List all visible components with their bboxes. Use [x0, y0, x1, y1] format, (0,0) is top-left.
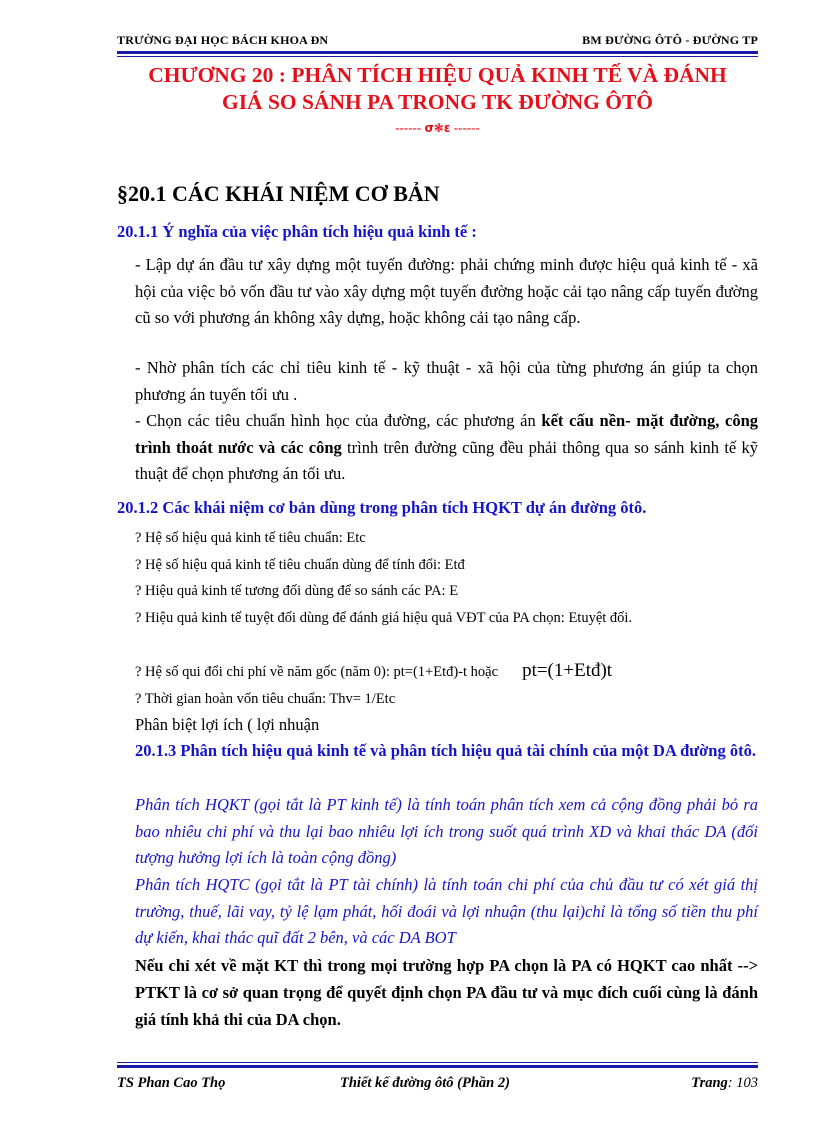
paragraph-2: - Nhờ phân tích các chỉ tiêu kinh tế - kỹ thuật - xã hội của từng phương án giúp ta chọn phương án tuyến tối ưu .: [135, 358, 758, 404]
distinction-note: Phân biệt lợi ích ( lợi nhuận: [135, 715, 320, 734]
ornament-flower-icon: σ❃ε: [424, 121, 451, 135]
chapter-title-line2: GIÁ SO SÁNH PA TRONG TK ĐƯỜNG ÔTÔ: [221, 90, 654, 114]
concept-item: ? Hiệu quả kinh tế tuyệt đối dùng để đánh giá hiệu quả VĐT của PA chọn: Etuyệt đối.: [135, 610, 633, 626]
footer-author: TS Phan Cao Thọ: [117, 1075, 226, 1091]
concept-item: ? Hệ số hiệu quả kinh tế tiêu chuẩn dùng để tính đổi: Etđ: [135, 557, 465, 573]
concept-item: ? Hệ số hiệu quả kinh tế tiêu chuẩn: Etc: [135, 530, 366, 546]
concept-item: ? Thời gian hoàn vốn tiêu chuẩn: Thv= 1/Etc: [135, 691, 396, 707]
footer-rule-thin: [117, 1062, 758, 1063]
footer-page-label: Trang: [691, 1075, 728, 1091]
footer-page: [691, 1075, 758, 1092]
paragraph-3: [135, 408, 758, 488]
header-rule-thick: [117, 51, 758, 54]
financial-analysis-paragraph: Phân tích HQTC (gọi tắt là PT tài chính) là tính toán chi phí của chủ đầu tư có xét giá thị trường, thuế, lãi vay, tỷ lệ lạm phát, hối đoái và lợi nhuận (thu lại)chỉ là tổng số tiền thu phí dự kiến, khai thác quĩ đất 2 bên, và các DA BOT: [135, 875, 758, 947]
paragraph-1: - Lập dự án đầu tư xây dựng một tuyến đường: phải chứng minh được hiệu quả kinh tế - xã hội của việc bỏ vốn đầu tư vào xây dựng một tuyến đường hoặc cải tạo nâng cấp tuyến đường cũ so với phương án không xây dựng, hoặc không cải tạo nâng cấp.: [135, 255, 758, 327]
section-title: §20.1 CÁC KHÁI NIỆM CƠ BẢN: [117, 181, 440, 206]
discount-formula: pt=(1+Etđ)t: [522, 660, 613, 681]
header-department: BM ĐƯỜNG ÔTÔ - ĐƯỜNG TP: [582, 33, 758, 47]
concept-item: ? Hiệu quả kinh tế tương đối dùng để so sánh các PA: E: [135, 583, 459, 599]
footer-page-number: : 103: [727, 1075, 758, 1091]
concept-item-text: ? Hệ số qui đổi chi phí về năm gốc (năm 0): pt=(1+Etđ)-t hoặc: [135, 664, 499, 680]
subsection-heading-3: 20.1.3 Phân tích hiệu quả kinh tế và phân tích hiệu quả tài chính của một DA đường ôtô.: [135, 741, 756, 760]
paragraph-3-end: trình trên đường cũng đều phải thông qua so sánh kinh tế kỹ thuật để chọn phương án tối ưu.: [135, 437, 759, 483]
paragraph-3-bold: kết cấu nền- mặt đường, công trình thoát nước và các công: [135, 411, 759, 457]
footer-book-title: Thiết kế đường ôtô (Phần 2): [340, 1075, 510, 1091]
chapter-ornament: [117, 120, 758, 136]
concept-item-formula: [135, 660, 758, 683]
paragraph-3-start: - Chọn các tiêu chuẩn hình học của đường, các phương án: [135, 411, 542, 430]
header-rule-thin: [117, 56, 758, 57]
subsection-heading-2: 20.1.2 Các khái niệm cơ bản dùng trong phân tích HQKT dự án đường ôtô.: [117, 498, 647, 517]
ornament-dashes-left: ------: [395, 120, 425, 135]
footer-rule-thick: [117, 1065, 758, 1068]
chapter-title: [117, 62, 758, 116]
header-school: TRƯỜNG ĐẠI HỌC BÁCH KHOA ĐN: [117, 33, 329, 47]
conclusion-paragraph: Nếu chỉ xét về mặt KT thì trong mọi trường hợp PA chọn là PA có HQKT cao nhất --> PTKT là cơ sở quan trọng để quyết định chọn PA đầu tư và mục đích cuối cùng là đánh giá tính khả thi của DA chọn.: [135, 956, 758, 1029]
ornament-dashes-right: ------: [450, 120, 480, 135]
economic-analysis-paragraph: Phân tích HQKT (gọi tắt là PT kinh tế) là tính toán phân tích xem cả cộng đồng phải bỏ ra bao nhiêu chi phí và thu lại bao nhiêu lợi ích trong suốt quá trình XD và khai thác DA (đối tượng hưởng lợi ích là toàn cộng đồng): [135, 795, 758, 867]
subsection-heading-1: 20.1.1 Ý nghĩa của việc phân tích hiệu quả kinh tế :: [117, 222, 477, 241]
chapter-title-line1: CHƯƠNG 20 : PHÂN TÍCH HIỆU QUẢ KINH TẾ VÀ ĐÁNH: [148, 63, 727, 87]
